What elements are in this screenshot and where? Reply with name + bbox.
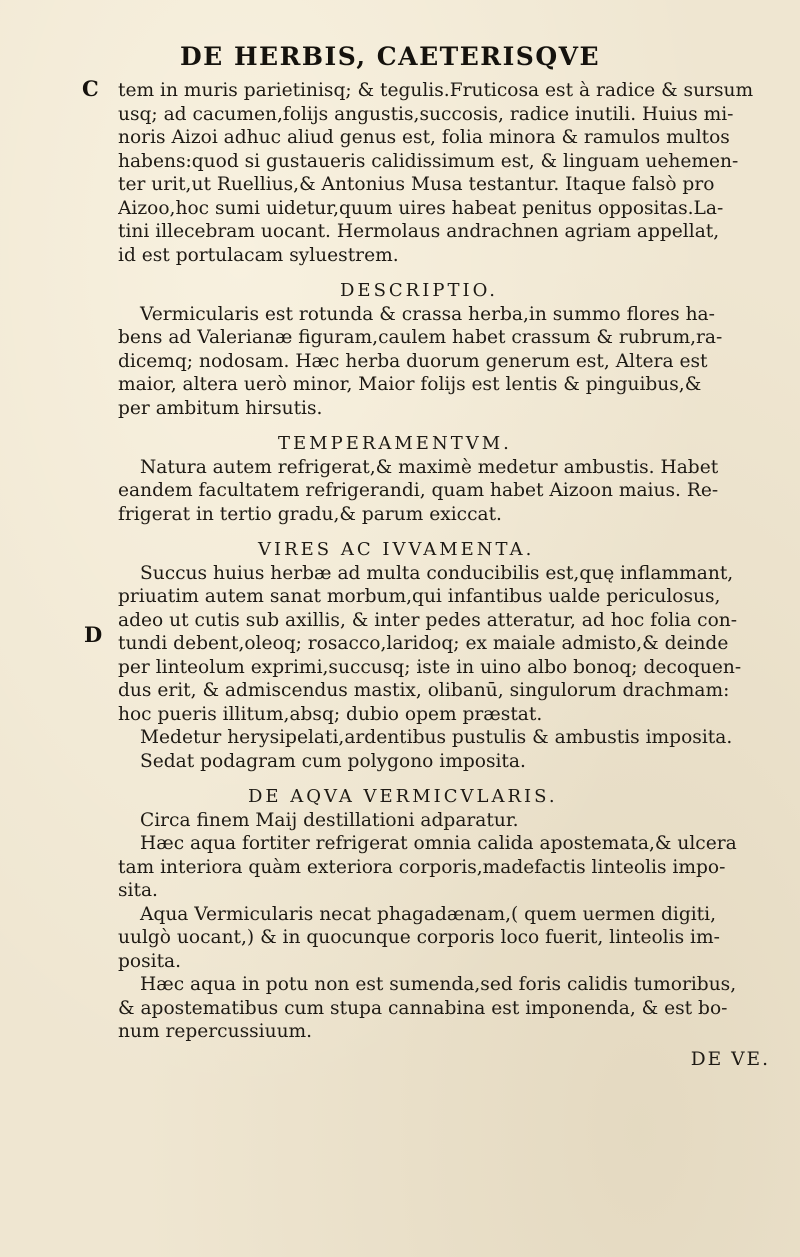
text-line: per ambitum hirsutis.: [118, 397, 323, 419]
text-line: Circa finem Maij destillationi adparatur.: [140, 809, 519, 831]
text-line: sita.: [118, 880, 158, 901]
text-line: priuatim autem sanat morbum,qui infantibus ualde periculosus,: [118, 586, 721, 607]
text-line: dicemq; nodosam. Hæc herba duorum generum est, Altera est: [118, 350, 708, 372]
text-line: Aizoo,hoc sumi uidetur,quum uires habeat penitus oppositas.La-: [118, 197, 724, 219]
text-line: eandem facultatem refrigerandi, quam habet Aizoon maius. Re-: [118, 480, 719, 501]
text-line: tundi debent,oleoq; rosacco,laridoq; ex maiale admisto,& deinde: [118, 633, 729, 654]
text-line: noris Aizoi adhuc aliud genus est, folia minora & ramulos multos: [118, 127, 730, 148]
text-line: dus erit, & admiscendus mastix, olibanū, singulorum drachmam:: [118, 680, 730, 701]
text-line: num repercussiuum.: [118, 1021, 313, 1042]
text-line: tam interiora quàm exteriora corporis,madefactis linteolis impo-: [118, 856, 726, 878]
main-text: [118, 79, 798, 1071]
text-line: adeo ut cutis sub axillis, & inter pedes atteratur, ad hoc folia con-: [118, 609, 738, 631]
text-line: Hæc aqua fortiter refrigerat omnia calida apostemata,& ulcera: [140, 833, 737, 854]
section-heading-aqua: DE AQVA VERMICVLARIS.: [248, 786, 558, 807]
text-line: posita.: [118, 950, 182, 972]
text-line: Natura autem refrigerat,& maximè medetur ambustis. Habet: [140, 456, 719, 478]
text-line: bens ad Valerianæ figuram,caulem habet crassum & rubrum,ra-: [118, 327, 723, 348]
text-line: Sedat podagram cum polygono imposita.: [140, 750, 526, 772]
section-heading-temperamentum: TEMPERAMENTVM.: [278, 433, 512, 454]
text-line: & apostematibus cum stupa cannabina est imponenda, & est bo-: [118, 997, 728, 1019]
text-line: Vermicularis est rotunda & crassa herba,in summo flores ha-: [140, 303, 715, 325]
text-line: Hæc aqua in potu non est sumenda,sed foris calidis tumoribus,: [140, 974, 737, 995]
text-line: frigerat in tertio gradu,& parum exiccat.: [118, 503, 502, 525]
margin-letter-c: C: [82, 76, 99, 101]
text-line: habens:quod si gustaueris calidissimum est, & linguam uehemen-: [118, 150, 739, 172]
section-heading-descriptio: DESCRIPTIO.: [340, 280, 498, 301]
text-line: uulgò uocant,) & in quocunque corporis loco fuerit, linteolis im-: [118, 927, 720, 948]
text-line: usq; ad cacumen,folijs angustis,succosis, radice inutili. Huius mi-: [118, 103, 734, 125]
text-line: tem in muris parietinisq; & tegulis.Fruticosa est à radice & sursum: [118, 80, 754, 101]
margin-letter-d: D: [84, 622, 103, 647]
text-line: hoc pueris illitum,absq; dubio opem præstat.: [118, 703, 543, 725]
text-line: tini illecebram uocant. Hermolaus andrachnen agriam appellat,: [118, 221, 720, 242]
section-heading-vires: VIRES AC IVVAMENTA.: [258, 539, 535, 560]
text-line: Succus huius herbæ ad multa conducibilis est,quę inflammant,: [140, 562, 734, 584]
text-line: ter urit,ut Ruellius,& Antonius Musa testantur. Itaque falsò pro: [118, 174, 715, 195]
text-line: id est portulacam syluestrem.: [118, 244, 399, 266]
text-line: Aqua Vermicularis necat phagadænam,( quem uermen digiti,: [140, 903, 716, 925]
text-line: maior, altera uerò minor, Maior folijs est lentis & pinguibus,&: [118, 374, 702, 395]
catchword: DE VE.: [690, 1048, 770, 1070]
running-head: DE HERBIS, CAETERISQVE: [180, 42, 601, 71]
text-line: per linteolum exprimi,succusq; iste in uino albo bonoq; decoquen-: [118, 656, 742, 678]
text-line: Medetur herysipelati,ardentibus pustulis & ambustis imposita.: [140, 727, 733, 748]
